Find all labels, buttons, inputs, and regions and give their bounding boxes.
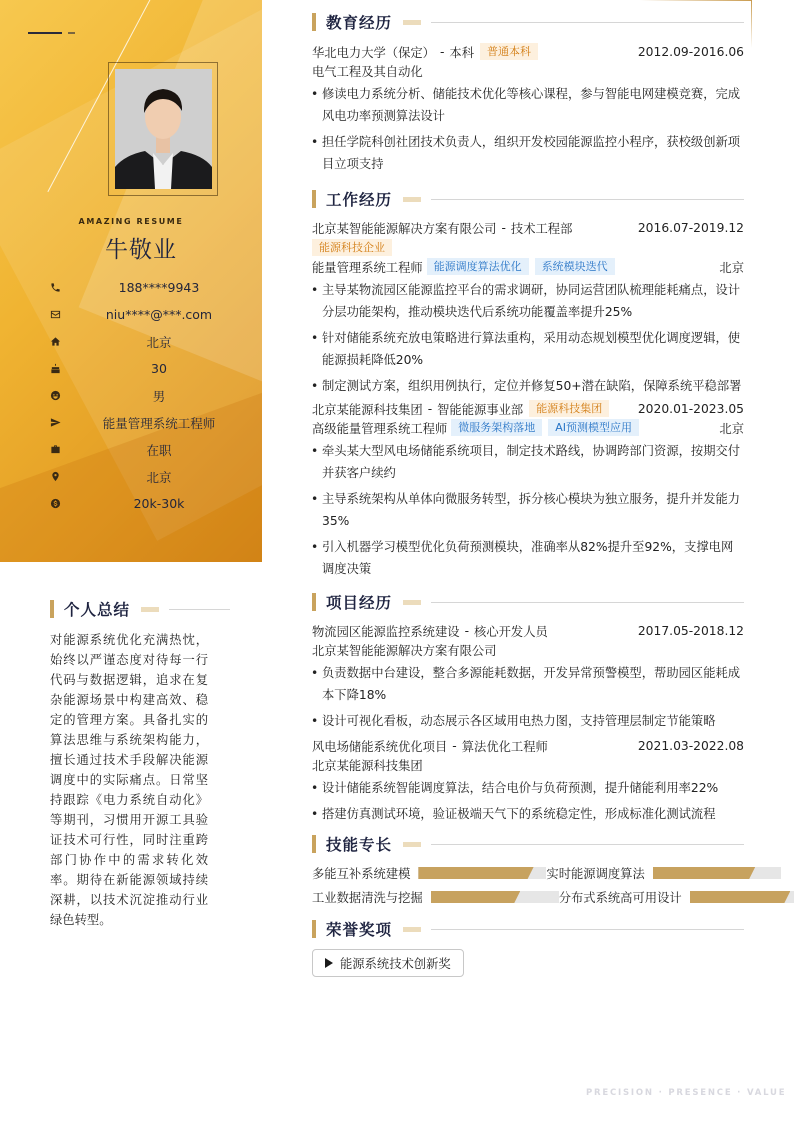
info-home (48, 328, 248, 355)
separator: - (452, 738, 457, 753)
projects-header (312, 592, 744, 612)
play-triangle-icon (325, 958, 333, 968)
work-header (312, 189, 744, 209)
section-rule (431, 844, 744, 845)
department: 技术工程部 (510, 221, 573, 236)
mail-icon (48, 308, 62, 322)
email-value[interactable]: niu****@***.com (105, 307, 213, 322)
industry-row (312, 238, 744, 257)
info-gender (48, 382, 248, 409)
job-header-row (312, 399, 744, 418)
project-header-row (312, 736, 744, 755)
major-row (312, 61, 744, 80)
skill-item (312, 888, 559, 906)
status-value: 在职 (146, 442, 172, 458)
project-name: 风电场储能系统优化项目 (312, 739, 448, 754)
project-org: 北京某能源科技集团 (312, 758, 423, 773)
info-salary (48, 490, 248, 517)
profile-photo (115, 69, 212, 189)
location-value: 北京 (146, 469, 172, 485)
skill-tag: 系统模块迭代 (535, 258, 615, 275)
section-marker (50, 600, 54, 618)
info-status (48, 436, 248, 463)
award-name: 能源系统技术创新奖 (340, 957, 451, 971)
briefcase-icon (48, 443, 62, 457)
candidate-name: 牛敬业 (105, 237, 177, 263)
decor-corner-line (751, 0, 752, 48)
section-marker (312, 835, 316, 853)
footer-motto: PRECISION · PRESENCE · VALUE (586, 1088, 787, 1098)
job-city: 北京 (719, 260, 744, 275)
work-title: 工作经历 (326, 191, 393, 209)
skills-grid (312, 864, 744, 906)
section-marker (312, 593, 316, 611)
project-org-row (312, 640, 744, 659)
honors-title: 荣誉奖项 (326, 921, 393, 939)
job-bullet: • 牵头某大型风电场储能系统项目，制定技术路线，协调跨部门资源，按期交付并获客户续约 (312, 440, 744, 484)
job-city: 北京 (719, 421, 744, 436)
project-header-row (312, 621, 744, 640)
skill-bar-fill (431, 891, 521, 903)
salary-icon (48, 497, 62, 511)
section-pill (403, 600, 421, 605)
section-rule (431, 929, 744, 930)
job-dates: 2016.07-2019.12 (637, 220, 744, 235)
project-bullet: • 负责数据中台建设，整合多源能耗数据，开发异常预警模型，帮助园区能耗成本下降18% (312, 662, 744, 706)
skill-bar (690, 891, 794, 903)
skills-row (312, 864, 744, 882)
section-pill (403, 842, 421, 847)
section-pill (141, 607, 159, 612)
role-row (312, 257, 744, 276)
education-row (312, 42, 744, 61)
section-rule (431, 22, 744, 23)
section-rule (431, 602, 744, 603)
skills-title: 技能专长 (326, 836, 393, 854)
skill-tag: AI预测模型应用 (548, 419, 639, 436)
section-rule (169, 609, 230, 610)
job-bullet: • 主导系统架构从单体向微服务转型，拆分核心模块为独立服务，提升并发能力35% (312, 488, 744, 532)
separator: - (439, 44, 445, 59)
section-pill (403, 197, 421, 202)
school-name: 华北电力大学（保定） (312, 45, 435, 60)
skills-section (312, 834, 744, 906)
job-bullet: • 制定测试方案，组织用例执行，定位并修复50+潜在缺陷，保障系统平稳部署 (312, 375, 744, 397)
summary-title: 个人总结 (64, 601, 131, 619)
project-bullet: • 设计可视化看板，动态展示各区域用电热力图，支持管理层制定节能策略 (312, 710, 744, 732)
degree: 本科 (449, 45, 475, 60)
school-tag: 普通本科 (480, 43, 538, 60)
project-dates: 2017.05-2018.12 (637, 623, 744, 638)
skill-bar (653, 867, 781, 879)
section-pill (403, 20, 421, 25)
salary-value: 20k-30k (133, 496, 185, 511)
skills-row (312, 888, 744, 906)
skill-item (546, 864, 780, 882)
section-marker (312, 190, 316, 208)
skill-tag: 能源调度算法优化 (427, 258, 529, 275)
project-dates: 2021.03-2022.08 (637, 738, 744, 753)
skill-name: 工业数据清洗与挖掘 (312, 891, 423, 905)
education-dates: 2012.09-2016.06 (637, 44, 744, 59)
info-age (48, 355, 248, 382)
skill-bar-fill (418, 867, 533, 879)
skills-header (312, 834, 744, 854)
job-dates: 2020.01-2023.05 (637, 401, 744, 416)
section-pill (403, 927, 421, 932)
award-badge (312, 949, 464, 977)
info-email (48, 301, 248, 328)
job-role: 高级能量管理系统工程师 (312, 421, 448, 436)
phone-value[interactable]: 188****9943 (118, 280, 200, 295)
contact-info-list (48, 274, 248, 517)
separator: - (464, 623, 470, 638)
skill-name: 多能互补系统建模 (312, 867, 411, 881)
honors-section (312, 919, 744, 977)
decor-dash (28, 32, 62, 34)
education-bullet: • 担任学院科创社团技术负责人，组织开发校园能源监控小程序，获校级创新项目立项支持 (312, 131, 744, 175)
project-bullet: • 设计储能系统智能调度算法，结合电价与负荷预测，提升储能利用率22% (312, 777, 744, 799)
role-row (312, 418, 744, 437)
industry-tag: 能源科技集团 (529, 400, 609, 417)
separator: - (501, 220, 506, 235)
home-icon (48, 335, 62, 349)
skill-name: 分布式系统高可用设计 (558, 891, 682, 905)
skill-bar-fill (690, 891, 791, 903)
profile-panel (0, 0, 262, 562)
major: 电气工程及其自动化 (312, 64, 423, 79)
industry-tag: 能源科技企业 (312, 239, 392, 256)
info-location (48, 463, 248, 490)
skill-item (559, 888, 794, 906)
section-rule (431, 199, 744, 200)
skill-tag: 微服务架构落地 (451, 419, 542, 436)
project-bullet: • 搭建仿真测试环境，验证极端天气下的系统稳定性，形成标准化测试流程 (312, 803, 744, 825)
honors-header (312, 919, 744, 939)
face-icon (48, 389, 62, 403)
work-section (312, 189, 744, 580)
position-value: 能量管理系统工程师 (102, 415, 216, 431)
info-position (48, 409, 248, 436)
cake-icon (48, 362, 62, 376)
gender-value: 男 (152, 388, 166, 404)
job-role: 能量管理系统工程师 (312, 260, 423, 275)
section-marker (312, 13, 316, 31)
skill-name: 实时能源调度算法 (546, 867, 645, 881)
send-icon (48, 416, 62, 430)
resume-tagline: AMAZING RESUME (78, 217, 184, 226)
location-icon (48, 470, 62, 484)
separator: - (427, 401, 433, 416)
job-bullet: • 针对储能系统充放电策略进行算法重构，采用动态规划模型优化调度逻辑，使能源损耗降低20% (312, 327, 744, 371)
projects-title: 项目经历 (326, 594, 393, 612)
education-title: 教育经历 (326, 14, 393, 32)
summary-text: 对能源系统优化充满热忱，始终以严谨态度对待每一行代码与数据逻辑，追求在复杂能源场景中构建高效、稳定的管理方案。具备扎实的算法思维与系统架构能力，擅长通过技术手段解决能源调度中的实际痛点。日常坚持跟踪《电力系统自动化》等期刊，习惯用开源工具验证技术可行性，同时注重跨部门协作中的需求转化效率。期待在新能源领域持续深耕，以技术沉淀推动行业绿色转型。 (50, 633, 208, 927)
project-org-row (312, 755, 744, 774)
project-role: 算法优化工程师 (461, 739, 548, 754)
age-value: 30 (151, 361, 167, 376)
skill-item (312, 864, 546, 882)
education-header (312, 12, 744, 32)
job-bullet: • 引入机器学习模型优化负荷预测模块，准确率从82%提升至92%，支撑电网调度决策 (312, 536, 744, 580)
home-value: 北京 (146, 334, 172, 350)
summary-header (50, 599, 230, 619)
info-phone (48, 274, 248, 301)
section-marker (312, 920, 316, 938)
skill-bar (418, 867, 546, 879)
company-name: 北京某智能能源解决方案有限公司 (312, 221, 497, 236)
skill-bar (431, 891, 559, 903)
education-bullet: • 修读电力系统分析、储能技术优化等核心课程，参与智能电网建模竞赛，完成风电功率预测算法设计 (312, 83, 744, 127)
project-name: 物流园区能源监控系统建设 (312, 624, 460, 639)
project-role: 核心开发人员 (474, 624, 548, 639)
decor-corner-line (640, 0, 752, 1)
job-bullet: • 主导某物流园区能源监控平台的需求调研，协同运营团队梳理能耗痛点，设计分层功能架构，推动模块迭代后系统功能覆盖率提升25% (312, 279, 744, 323)
phone-icon (48, 281, 62, 295)
skill-bar-fill (653, 867, 755, 879)
education-section (312, 12, 744, 175)
projects-section (312, 592, 744, 825)
department: 智能能源事业部 (437, 402, 524, 417)
job-header-row (312, 218, 744, 237)
decor-dash (68, 32, 75, 34)
company-name: 北京某能源科技集团 (312, 402, 423, 417)
project-org: 北京某智能能源解决方案有限公司 (312, 643, 497, 658)
